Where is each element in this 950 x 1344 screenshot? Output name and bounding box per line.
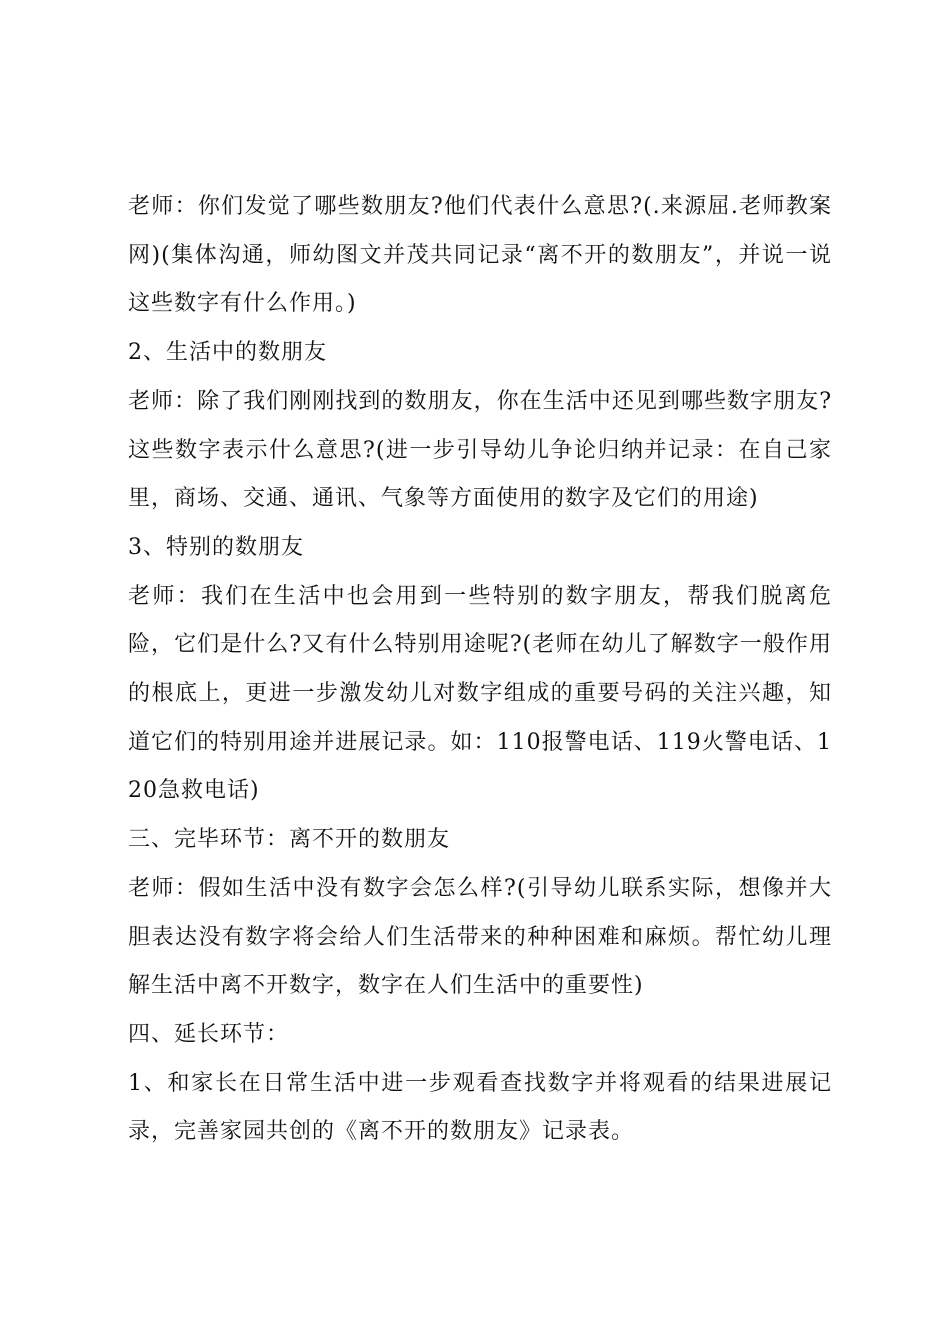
heading-extension-section: 四、延长环节：	[128, 1021, 290, 1047]
paragraph-teacher-question-4: 老师：假如生活中没有数字会怎么样?(引导幼儿联系实际，想像并大胆表达没有数字将会给人们生活带来的种种困难和麻烦。帮忙幼儿理解生活中离不开数字，数字在人们生活中的重要性)	[128, 875, 832, 999]
heading-special-numbers: 3、特别的数朋友	[128, 534, 304, 560]
document-body	[128, 183, 832, 1157]
paragraph-teacher-question-1: 老师：你们发觉了哪些数朋友?他们代表什么意思?(.来源屈.老师教案网)(集体沟通，师幼图文并茂共同记录“离不开的数朋友”，并说一说这些数字有什么作用。)	[128, 194, 832, 317]
paragraph-teacher-question-2: 老师：除了我们刚刚找到的数朋友，你在生活中还见到哪些数字朋友?这些数字表示什么意思?(进一步引导幼儿争论归纳并记录：在自己家里，商场、交通、通讯、气象等方面使用的数字及它们的用途)	[128, 388, 832, 512]
paragraph-teacher-question-3: 老师：我们在生活中也会用到一些特别的数字朋友，帮我们脱离危险，它们是什么?又有什么特别用途呢?(老师在幼儿了解数字一般作用的根底上，更进一步激发幼儿对数字组成的重要号码的关注兴趣，知道它们的特别用途并进展记录。如：110报警电话、119火警电话、120急救电话)	[128, 583, 832, 804]
heading-life-numbers: 2、生活中的数朋友	[128, 340, 327, 366]
paragraph-extension-item-1: 1、和家长在日常生活中进一步观看查找数字并将观看的结果进展记录，完善家园共创的《离不开的数朋友》记录表。	[128, 1070, 832, 1145]
heading-ending-section: 三、完毕环节：离不开的数朋友	[128, 827, 451, 853]
